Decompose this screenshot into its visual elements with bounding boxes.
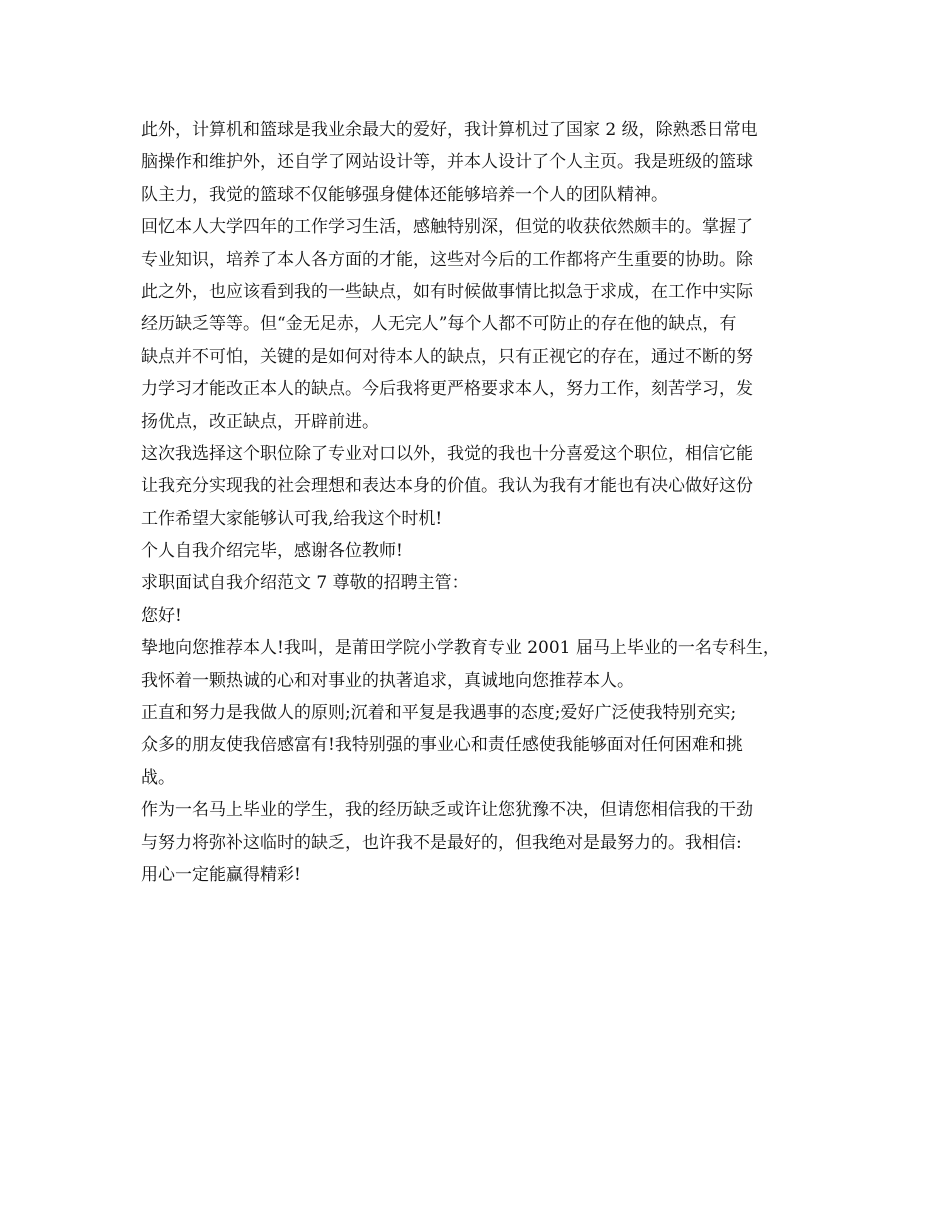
text-line: 回忆本人大学四年的工作学习生活，感触特别深，但觉的收获依然颇丰的。掌握了: [141, 217, 753, 238]
text-line: 作为一名马上毕业的学生，我的经历缺乏或许让您犹豫不决，但请您相信我的干劲: [141, 800, 753, 821]
document-body: [141, 114, 831, 891]
text-line: 这次我选择这个职位除了专业对口以外，我觉的我也十分喜爱这个职位，相信它能: [141, 443, 753, 464]
text-line: 与努力将弥补这临时的缺乏，也许我不是最好的，但我绝对是最努力的。我相信:: [141, 832, 742, 853]
text-line: 求职面试自我介绍范文 7 尊敬的招聘主管：: [141, 573, 469, 594]
text-line: 我怀着一颗热诚的心和对事业的执著追求，真诚地向您推荐本人。: [141, 670, 634, 691]
text-line: 让我充分实现我的社会理想和表达本身的价值。我认为我有才能也有决心做好这份: [141, 476, 753, 497]
text-line: 个人自我介绍完毕，感谢各位教师!: [141, 541, 403, 562]
text-line: 正直和努力是我做人的原则;沉着和平复是我遇事的态度;爱好广泛使我特别充实;: [141, 703, 737, 724]
text-line: 战。: [141, 767, 175, 788]
text-line: 您好!: [141, 605, 182, 626]
text-line: 脑操作和维护外，还自学了网站设计等，并本人设计了个人主页。我是班级的篮球: [141, 152, 753, 173]
text-line: 专业知识，培养了本人各方面的才能，这些对今后的工作都将产生重要的协助。除: [141, 249, 753, 270]
text-line: 扬优点，改正缺点，开辟前进。: [141, 411, 379, 432]
text-line: 众多的朋友使我倍感富有!我特别强的事业心和责任感使我能够面对任何困难和挑: [141, 735, 743, 756]
text-line: 工作希望大家能够认可我,给我这个时机!: [141, 508, 443, 529]
text-line: 经历缺乏等等。但“金无足赤，人无完人”每个人都不可防止的存在他的缺点，有: [141, 314, 737, 335]
text-line: 缺点并不可怕，关键的是如何对待本人的缺点，只有正视它的存在，通过不断的努: [141, 346, 753, 367]
text-line: 挚地向您推荐本人!我叫，是莆田学院小学教育专业 2001 届马上毕业的一名专科生，: [141, 638, 780, 659]
text-line: 此外，计算机和篮球是我业余最大的爱好，我计算机过了国家 2 级，除熟悉日常电: [141, 120, 758, 140]
text-line: 队主力，我觉的篮球不仅能够强身健体还能够培养一个人的团队精神。: [141, 184, 668, 205]
text-line: 此之外，也应该看到我的一些缺点，如有时候做事情比拟急于求成，在工作中实际: [141, 281, 753, 302]
text-line: 力学习才能改正本人的缺点。今后我将更严格要求本人，努力工作，刻苦学习，发: [141, 379, 753, 400]
text-line: 用心一定能赢得精彩!: [141, 864, 301, 885]
